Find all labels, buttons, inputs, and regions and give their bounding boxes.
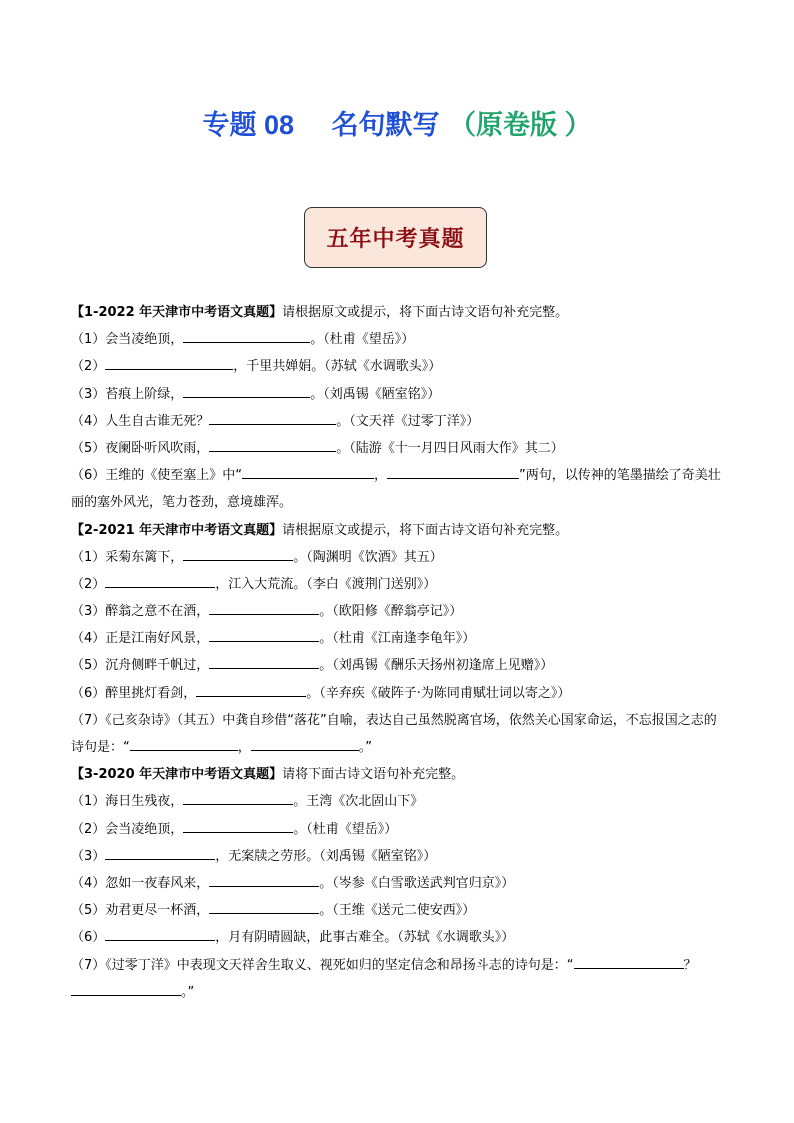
answer-blank[interactable]	[183, 546, 293, 561]
q1-item-2-post: ，千里共婵娟。（苏轼《水调歌头》）	[233, 359, 442, 375]
answer-blank[interactable]	[209, 600, 319, 615]
q3-item-2-post: 。（杜甫《望岳》）	[293, 821, 398, 837]
q3-item-2-pre: （2）会当凌绝顶，	[71, 821, 184, 837]
q1-item-6-mid: ，	[374, 468, 388, 484]
q1-item-2	[71, 353, 723, 380]
answer-blank[interactable]	[105, 573, 215, 588]
answer-blank[interactable]	[209, 872, 319, 887]
q3-item-6	[71, 924, 723, 951]
q1-item-1-pre: （1）会当凌绝顶，	[71, 332, 184, 348]
answer-blank[interactable]	[387, 464, 519, 479]
q1-item-5-post: 。（陆游《十一月四日风雨大作》其二）	[336, 440, 564, 456]
q2-item-7-pre: （7）《己亥杂诗》（其五）中龚自珍借“落花”自喻，表达自己虽然脱离官场，依然关心国家命运，不忘报国之志的诗句是：“	[71, 712, 717, 756]
q3-item-3	[71, 843, 723, 870]
page-title	[0, 103, 794, 142]
q3-item-1	[71, 788, 723, 815]
q2-item-7-post: 。”	[358, 740, 373, 756]
q1-item-4	[71, 408, 723, 435]
q1-instruction: 请根据原文或提示，将下面古诗文语句补充完整。	[282, 305, 569, 320]
q1-item-4-pre: （4）人生自古谁无死？	[71, 413, 210, 429]
q2-item-6	[71, 680, 723, 707]
answer-blank[interactable]	[105, 355, 233, 370]
question-content	[71, 299, 723, 1006]
answer-blank[interactable]	[105, 845, 215, 860]
q3-item-6-post: ，月有阴晴圆缺，此事古难全。（苏轼《水调歌头》）	[215, 930, 515, 946]
q1-item-1	[71, 326, 723, 353]
q3-header	[71, 761, 723, 788]
answer-blank[interactable]	[209, 627, 319, 642]
q3-item-1-post: 。王湾《次北固山下》	[293, 794, 424, 810]
q2-item-5	[71, 652, 723, 679]
q2-item-7-mid: ，	[237, 740, 251, 756]
title-main: 专题 08 名句默写	[202, 110, 440, 140]
q1-item-3-pre: （3）苔痕上阶绿，	[71, 386, 184, 402]
answer-blank[interactable]	[209, 654, 319, 669]
answer-blank[interactable]	[71, 981, 181, 996]
q2-item-3-pre: （3）醉翁之意不在酒，	[71, 604, 210, 620]
answer-blank[interactable]	[183, 818, 293, 833]
q2-source: 【2-2021 年天津市中考语文真题】	[71, 522, 283, 538]
q2-item-2	[71, 571, 723, 598]
q1-header	[71, 299, 723, 326]
q3-item-5-pre: （5）劝君更尽一杯酒，	[71, 903, 210, 919]
q2-item-5-post: 。（刘禹锡《酬乐天扬州初逢席上见赠》）	[319, 658, 554, 674]
q3-item-7-pre: （7）《过零丁洋》中表现文天祥舍生取义、视死如归的坚定信念和昂扬斗志的诗句是：“	[71, 957, 574, 973]
q3-item-1-pre: （1）海日生残夜，	[71, 794, 184, 810]
q1-item-6-post: ”两句，以传神的笔墨描绘了奇美壮丽的塞外风光，笔力苍劲，意境雄浑。	[71, 468, 721, 511]
q1-item-1-post: 。（杜甫《望岳》）	[310, 332, 415, 348]
q2-item-7	[71, 707, 723, 761]
answer-blank[interactable]	[251, 736, 359, 751]
q1-item-4-post: 。（文天祥《过零丁洋》）	[336, 413, 480, 429]
q3-item-7-mid: ？	[683, 957, 697, 973]
q3-item-6-pre: （6）	[71, 930, 106, 946]
q2-item-4	[71, 625, 723, 652]
section-badge-label: 五年中考真题	[326, 226, 465, 252]
q2-item-2-post: ，江入大荒流。（李白《渡荆门送别》）	[215, 576, 437, 592]
title-version: （原卷版 ）	[448, 110, 592, 140]
q3-item-2	[71, 816, 723, 843]
answer-blank[interactable]	[130, 736, 238, 751]
section-badge	[304, 207, 487, 268]
q2-item-1-pre: （1）采菊东篱下，	[71, 549, 184, 565]
q1-item-2-pre: （2）	[71, 359, 106, 375]
q1-item-6-pre: （6）王维的《使至塞上》中“	[71, 468, 243, 484]
answer-blank[interactable]	[183, 328, 310, 343]
q3-instruction: 请将下面古诗文语句补充完整。	[282, 767, 465, 783]
q2-item-6-post: 。（辛弃疾《破阵子·为陈同甫赋壮词以寄之》）	[306, 685, 571, 701]
q3-item-4-post: 。（岑参《白雪歌送武判官归京》）	[319, 876, 515, 891]
q2-item-1-post: 。（陶渊明《饮酒》其五）	[293, 549, 443, 565]
q3-item-7	[71, 952, 723, 1006]
q3-item-7-post: 。”	[181, 984, 195, 1000]
answer-blank[interactable]	[209, 437, 336, 452]
q1-item-3-post: 。（刘禹锡《陋室铭》）	[310, 386, 441, 402]
q2-item-2-pre: （2）	[71, 576, 106, 592]
q2-item-4-pre: （4）正是江南好风景，	[71, 631, 210, 647]
q3-item-5-post: 。（王维《送元二使安西》）	[319, 903, 476, 919]
answer-blank[interactable]	[105, 926, 215, 941]
q2-item-3	[71, 598, 723, 625]
q2-instruction: 请根据原文或提示，将下面古诗文语句补充完整。	[282, 522, 569, 538]
q1-item-5-pre: （5）夜阑卧听风吹雨，	[71, 440, 210, 456]
answer-blank[interactable]	[183, 383, 310, 398]
q3-item-4	[71, 870, 723, 897]
q2-item-5-pre: （5）沉舟侧畔千帆过，	[71, 658, 210, 674]
q2-header	[71, 517, 723, 544]
q3-item-5	[71, 897, 723, 924]
q1-item-6	[71, 462, 723, 516]
q1-source: 【1-2022 年天津市中考语文真题】	[71, 305, 283, 320]
q3-item-3-post: ，无案牍之劳形。（刘禹锡《陋室铭》）	[215, 848, 437, 864]
q2-item-3-post: 。（欧阳修《醉翁亭记》）	[319, 604, 463, 620]
q3-item-4-pre: （4）忽如一夜春风来，	[71, 876, 210, 891]
q3-item-3-pre: （3）	[71, 848, 106, 864]
q2-item-1	[71, 544, 723, 571]
answer-blank[interactable]	[242, 464, 374, 479]
q2-item-6-pre: （6）醉里挑灯看剑，	[71, 685, 197, 701]
answer-blank[interactable]	[574, 954, 684, 969]
q1-item-3	[71, 381, 723, 408]
answer-blank[interactable]	[209, 410, 336, 425]
q3-source: 【3-2020 年天津市中考语文真题】	[71, 767, 283, 783]
q2-item-4-post: 。（杜甫《江南逢李龟年》）	[319, 631, 476, 647]
answer-blank[interactable]	[183, 790, 293, 805]
answer-blank[interactable]	[196, 682, 306, 697]
q1-item-5	[71, 435, 723, 462]
answer-blank[interactable]	[209, 899, 319, 914]
